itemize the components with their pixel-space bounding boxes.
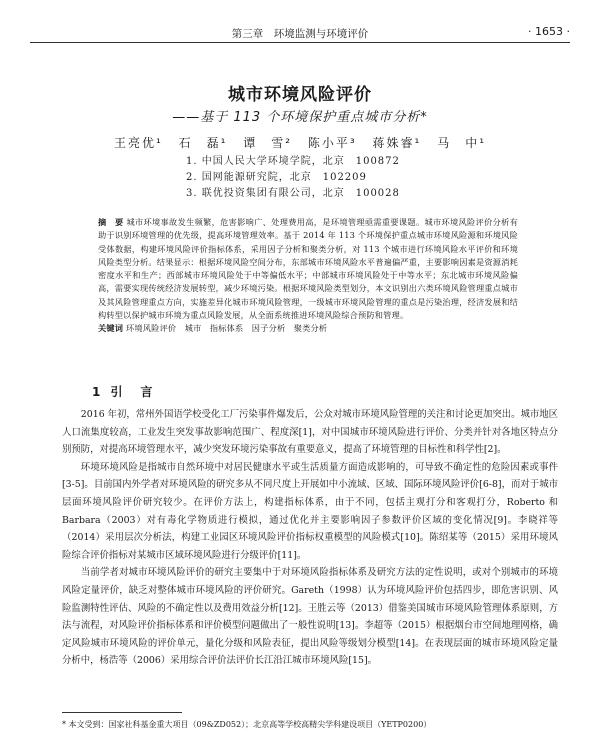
- affiliation: 1. 中国人民大学环境学院，北京 100872: [186, 156, 400, 167]
- author-list: [0, 134, 600, 151]
- section-number: 1: [92, 385, 104, 399]
- keywords-line: [98, 322, 518, 335]
- keywords-label: 关键词: [98, 323, 124, 334]
- header-rule: [30, 42, 570, 43]
- author: 谭 雪²: [243, 136, 293, 150]
- page-number: · 1653 ·: [528, 25, 570, 38]
- author: 陈小平³: [307, 136, 357, 150]
- abstract-label: 摘 要: [98, 217, 124, 227]
- footnote-rule: [62, 712, 182, 713]
- affiliation: 3. 联优投资集团有限公司，北京 100028: [186, 188, 400, 199]
- footnote: * 本文受到：国家社科基金重大项目（09&ZD052）；北京高等学校高精尖学科建设项目（YETP0200）: [62, 720, 432, 729]
- section-title: 引 言: [110, 385, 156, 399]
- section-heading: [92, 383, 156, 400]
- author: 王亮优¹: [113, 136, 163, 150]
- paper-title: 城市环境风险评价: [228, 85, 372, 105]
- paragraph: 2016 年初，常州外国语学校受化工厂污染事件爆发后，公众对城市环境风险管理的关注和讨论更加突出。城市地区人口流集度较高，工业发生突发事故影响范围广、程度深[1]，对中国城市环境风险进行评价、分类并针对各地区特点分别预防，对提高环境管理水平，减少突发环境污染事故有重要意义，提高了环境管理的目标性和科学性[2]。: [62, 409, 558, 456]
- body-text: [62, 406, 558, 670]
- abstract: [98, 216, 518, 336]
- paper-subtitle: ——基于 113 个环境保护重点城市分析*: [172, 110, 428, 125]
- author: 蒋姝睿¹: [372, 136, 422, 150]
- abstract-text: 城市环境事故发生频繁，危害影响广、处理费用高，是环境管理亟需重要课题。城市环境风险评价分析有助于识别环境管理的优先级，提高环境管理效率。基于 2014 年 113 个环境保护重点城市环境风险源和环境风险受体数据，构建环境风险评价指标体系，采用因子分析和聚类分析，对 113 个城市进行环境风险水平评价和环境风险类型分析。结果显示：根据环境风险空间分布，东部城市环境风险水平普遍偏严重，主要影响因素是资源消耗密度水平和生产；西部城市环境风险处于中等偏低水平；中部城市环境风险处于中等水平；东北城市环境风险偏高，需要实现传统经济发展转型，减少环境污染。根据环境风险类型划分，本文识别出六类环境风险管理重点城市及其风险管理重点方向，实施差异化城市环境风险管理，一级城市环境风险管理的重点是污染治理，经济发展和结构转型以保护城市环境为重点风险发展，从全面系统推进环境风险综合预防和管理。: [98, 217, 518, 321]
- author: 石 磊¹: [178, 136, 228, 150]
- author: 马 中¹: [437, 136, 486, 150]
- running-header: [30, 24, 570, 40]
- running-header-chapter: 第三章 环境监测与环境评价: [231, 28, 369, 40]
- paragraph: 当前学者对城市环境风险评价的研究主要集中于对环境风险指标体系及研究方法的定性说明，或对个别城市的环境风险定量评价，缺乏对整体城市环境风险的评价研究。Gareth（1998）认为环境风险评价包括四步，即危害识别、风险监测特性评估、风险的不确定性以及费用效益分析[12]。王胜云等（2013）借鉴美国城市环境风险管理体系原则，方法与流程，对风险评价指标体系和评价模型问题做出了一般性说明[13]。李超等（2015）根据烟台市空间地理网格，确定风险城市环境风险的评价单元，量化分级和风险表征，提出风险等级划分模型[14]。在表现层面的城市环境风险定量分析中，杨浩等（2006）采用综合评价法评价长江沿江城市环境风险[15]。: [62, 567, 558, 667]
- keywords-text: 环境风险评价 城市 指标体系 因子分析 聚类分析: [125, 323, 328, 334]
- paragraph: 环境环境风险是指城市自然环境中对居民健康水平或生活质量方面造成影响的，可导致不确定性的危险因素或事件[3-5]。目前国内外学者对环境风险的研究多从不同尺度上开展如中小流域、区域、国际环境风险评价[6-8]，而对于城市层面环境风险评价研究较少。在评价方法上，构建指标体系，由于不同，包括主观打分和客观打分，Roberto 和 Barbara（2003）对有毒化学物质进行模拟，通过优化并主要影响因子参数评价区域的变化情况[9]。李晓祥等（2014）采用层次分析法，构建工业园区环境风险评价指标权重模型的风险模式[10]。陈绍某等（2015）采用环境风险综合评价指标对某城市区域环境风险进行分级评价[11]。: [62, 461, 558, 561]
- affiliation: 2. 国网能源研究院，北京 102209: [186, 172, 367, 183]
